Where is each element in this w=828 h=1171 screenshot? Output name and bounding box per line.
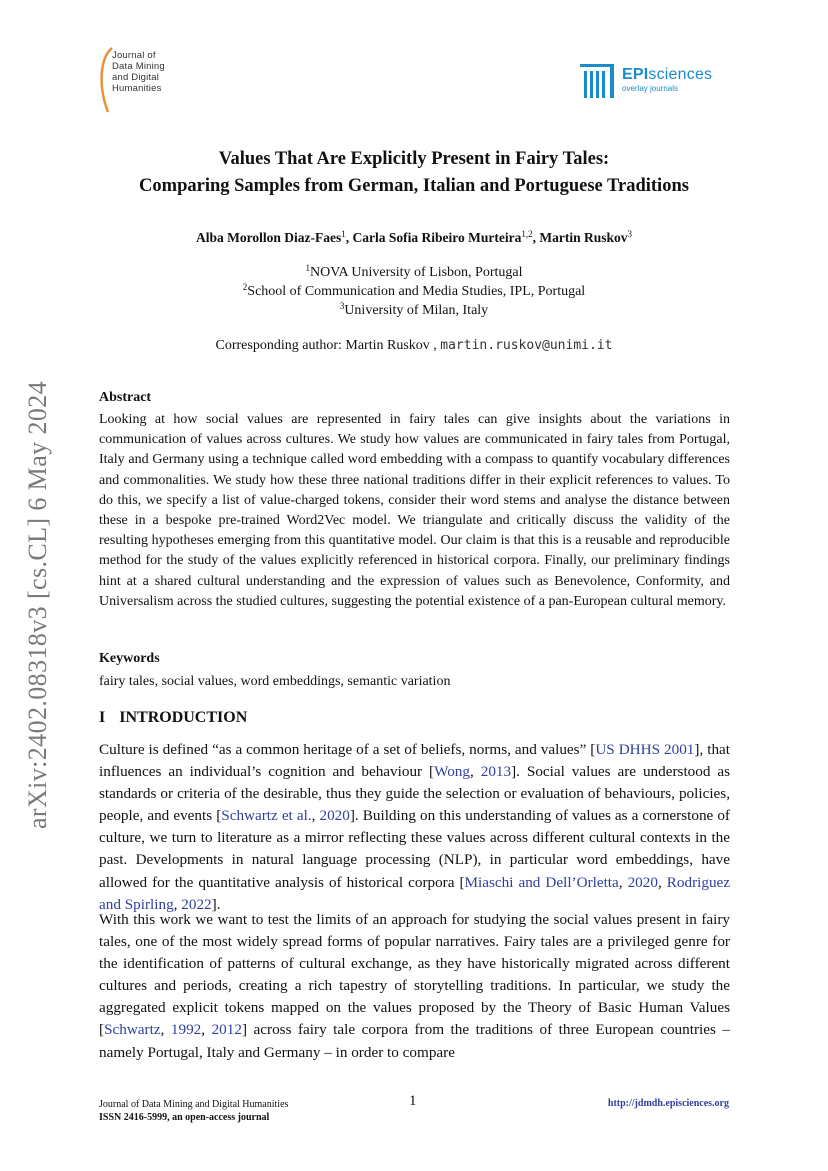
author-list: Alba Morollon Diaz-Faes$^1$, Carla Sofia Ribeiro Murteira$^{1,2}$, Martin Ruskov$^3$ bbox=[196, 229, 632, 245]
journal-logo-line: Data Mining bbox=[112, 61, 165, 72]
citation-link[interactable]: 2012 bbox=[211, 1021, 242, 1039]
page-number: 1 bbox=[409, 1093, 417, 1109]
introduction-heading bbox=[99, 709, 247, 727]
affiliation: $^2$School of Communication and Media Studies, IPL, Portugal bbox=[242, 282, 586, 299]
corresponding-author bbox=[80, 338, 748, 354]
journal-logo-line: Humanities bbox=[112, 83, 162, 94]
author-name: Martin Ruskov bbox=[539, 230, 628, 245]
keywords-text: fairy tales, social values, word embeddings, semantic variation bbox=[99, 674, 451, 689]
citation-link[interactable]: Rodriguez and Spirling bbox=[99, 873, 731, 913]
affiliation-list bbox=[80, 263, 748, 320]
citation-link[interactable]: US DHHS 2001 bbox=[595, 741, 695, 758]
episciences-tagline: overlay journals bbox=[622, 84, 679, 93]
abstract-text: Looking at how social values are represented in fairy tales can give insights about the variations in communication of values across cultures. We study how values are communicated in fairy tales from Portugal, Italy and Germany using a technique called word embedding with a compass to quantify vocabulary differences and commonalities. We study how these three national traditions differ in their explicit references to values. To do this, we specify a list of value-charged tokens, consider their word stems and analyse the distance between these in a bespoke pre-trained Word2Vec model. We triangulate and critically discuss the validity of the resulting hypotheses emerging from this quantitative model. Our claim is that this is a reusable and reproducible method for the study of the values explicitly referenced in historical corpora. Finally, our preliminary findings hint at a shared cultural understanding and the expression of values such as Benevolence, Conformity, and Universalism across the studied cultures, suggesting the potential existence of a pan-European cultural memory. bbox=[99, 412, 730, 609]
author-affiliation-mark: 3 bbox=[627, 229, 632, 239]
paper-title bbox=[80, 146, 748, 200]
citation-link[interactable]: Wong bbox=[434, 763, 470, 781]
title-line: Comparing Samples from German, Italian and Portuguese Traditions bbox=[139, 176, 689, 196]
footer-issn: ISSN 2416-5999, an open-access journal bbox=[99, 1112, 270, 1123]
citation-link[interactable]: Miaschi and Dell’Orletta bbox=[464, 873, 619, 891]
intro-paragraph-1: Culture is defined “as a common heritage of a set of beliefs, norms, and values” [US DHHS 2001], that influences an individual’s cognition and behaviour [Wong, 2013]. Social values are understood as standards or criteria of the desirable, thus they guide the selection or evaluation of behaviours, policies, people, and events [Schwartz et al., 2020]. Building on this understanding of values as a cornerstone of culture, we turn to literature as a mirror reflecting these values across different cultural contexts in the past. Developments in natural language processing (NLP), in particular word embeddings, have allowed for the quantitative analysis of historical corpora [Miaschi and Dell’Orletta, 2020, Rodriguez and Spirling, 2022]. bbox=[99, 741, 731, 913]
corresponding-email[interactable]: martin.ruskov@unimi.it bbox=[440, 338, 613, 353]
citation-link[interactable]: 2022 bbox=[181, 895, 212, 913]
section-title: INTRODUCTION bbox=[119, 709, 248, 726]
corresponding-label: Corresponding author: Martin Ruskov , bbox=[215, 338, 437, 353]
footer-journal-info bbox=[99, 1098, 288, 1124]
author-name: Carla Sofia Ribeiro Murteira bbox=[352, 230, 522, 245]
citation-link[interactable]: 2020 bbox=[319, 807, 350, 825]
keywords-heading: Keywords bbox=[99, 651, 160, 666]
citation-link[interactable]: Schwartz bbox=[104, 1021, 161, 1039]
intro-paragraph-2: With this work we want to test the limits of an approach for studying the social values present in fairy tales, one of the most widely spread forms of popular narratives. Fairy tales are a privileged genre for the identification of patterns of cultural exchange, as they have historically migrated across different cultures and periods, creating a rich tapestry of storytelling traditions. In particular, we study the aggregated explicit tokens mapped on the values proposed by the Theory of Basic Human Values [Schwartz, 1992, 2012] across fairy tale corpora from the traditions of three European countries – namely Portugal, Italy and Germany – in order to compare bbox=[99, 911, 730, 1061]
title-line: Values That Are Explicitly Present in Fairy Tales: bbox=[218, 149, 610, 169]
episciences-mark-icon bbox=[580, 62, 616, 98]
footer-journal-link[interactable]: http://jdmdh.episciences.org bbox=[607, 1098, 729, 1109]
episciences-logo bbox=[580, 62, 730, 102]
journal-logo-line: and Digital bbox=[112, 72, 160, 83]
episciences-name: EPIsciences bbox=[622, 66, 713, 83]
journal-logo-line: Journal of bbox=[112, 50, 156, 61]
author-name: Alba Morollon Diaz-Faes bbox=[196, 230, 342, 245]
author-affiliation-mark: 1 bbox=[341, 229, 346, 239]
affiliation: $^1$NOVA University of Lisbon, Portugal bbox=[305, 263, 523, 280]
abstract-heading: Abstract bbox=[99, 390, 152, 405]
affiliation: $^3$University of Milan, Italy bbox=[339, 301, 489, 318]
author-affiliation-mark: 1,2 bbox=[521, 229, 533, 239]
section-number: I bbox=[99, 709, 106, 726]
citation-link[interactable]: 2020 bbox=[627, 873, 658, 891]
citation-link[interactable]: Schwartz et al. bbox=[221, 807, 312, 825]
citation-link[interactable]: 2013 bbox=[480, 763, 512, 781]
citation-link[interactable]: 1992 bbox=[170, 1021, 202, 1039]
journal-logo bbox=[98, 46, 178, 114]
footer-journal-name: Journal of Data Mining and Digital Humanities bbox=[99, 1099, 289, 1110]
arxiv-identifier: arXiv:2402.08318v3 [cs.CL] 6 May 2024 bbox=[23, 380, 52, 830]
